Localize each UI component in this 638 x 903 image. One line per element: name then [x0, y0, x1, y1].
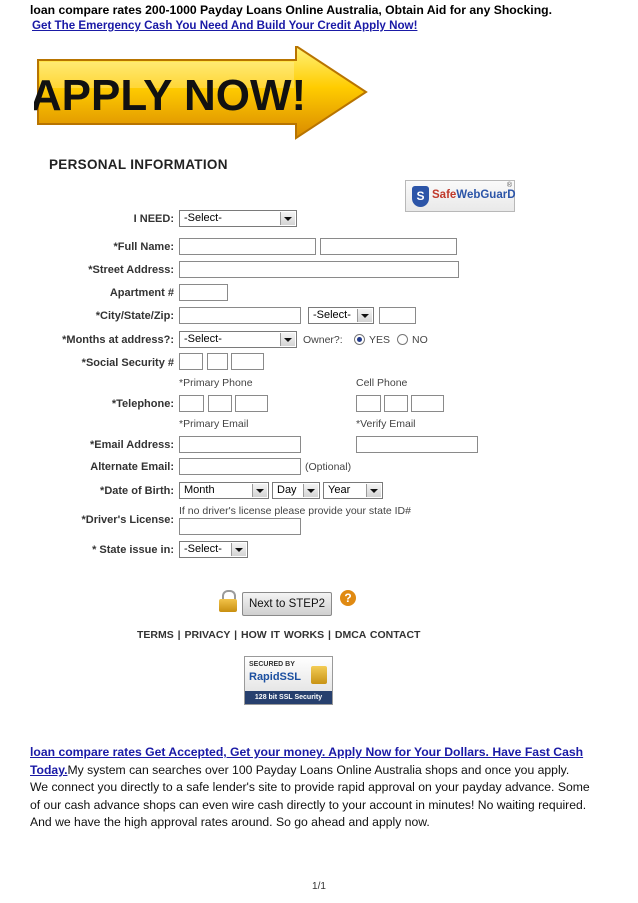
- badge-registered-mark: ®: [506, 182, 512, 189]
- document-title: loan compare rates 200-1000 Payday Loans Online Australia, Obtain Aid for any Shocking.: [30, 3, 552, 17]
- label-street-address: *Street Address:: [88, 264, 174, 276]
- footer-links: TERMS | PRIVACY | HOW IT WORKS | DMCA CONTACT: [137, 629, 421, 641]
- label-state-issue: * State issue in:: [92, 544, 174, 556]
- apply-now-link[interactable]: Get The Emergency Cash You Need And Build Your Credit Apply Now!: [32, 19, 418, 32]
- chevron-down-icon: [280, 212, 295, 225]
- padlock-icon: [311, 666, 327, 684]
- label-months-at-address: *Months at address?:: [62, 334, 174, 346]
- primary-phone-area-input[interactable]: [179, 395, 204, 412]
- chevron-down-icon: [280, 333, 295, 346]
- cell-phone-label: Cell Phone: [356, 377, 408, 389]
- page-number: 1/1: [312, 881, 326, 892]
- drivers-license-input[interactable]: [179, 518, 301, 535]
- verify-email-label: *Verify Email: [356, 418, 416, 430]
- dmca-contact-link[interactable]: DMCA CONTACT: [334, 629, 421, 641]
- safewebguard-badge: [405, 180, 515, 212]
- section-heading: PERSONAL INFORMATION: [49, 157, 228, 172]
- apply-now-text: APPLY NOW!: [34, 71, 307, 120]
- street-address-input[interactable]: [179, 261, 459, 278]
- months-select[interactable]: -Select-: [179, 331, 297, 348]
- dob-day-select[interactable]: Day: [272, 482, 320, 499]
- label-telephone: *Telephone:: [111, 398, 174, 410]
- i-need-select[interactable]: -Select-: [179, 210, 297, 227]
- label-drivers-license: *Driver's License:: [81, 514, 174, 526]
- owner-no-radio[interactable]: [397, 334, 408, 345]
- ssl-secured-by: SECURED BY: [249, 661, 295, 668]
- chevron-down-icon: [231, 543, 246, 556]
- label-email: *Email Address:: [90, 439, 174, 451]
- body-paragraph: [30, 744, 590, 832]
- ssn-part-2-input[interactable]: [207, 353, 228, 370]
- primary-phone-prefix-input[interactable]: [208, 395, 232, 412]
- cell-phone-area-input[interactable]: [356, 395, 381, 412]
- cell-phone-prefix-input[interactable]: [384, 395, 408, 412]
- owner-no-label: NO: [412, 334, 428, 346]
- label-city-state-zip: *City/State/Zip:: [95, 310, 174, 322]
- license-hint: If no driver's license please provide your state ID#: [179, 505, 411, 517]
- state-select[interactable]: -Select-: [308, 307, 374, 324]
- city-input[interactable]: [179, 307, 301, 324]
- apartment-input[interactable]: [179, 284, 228, 301]
- label-i-need: I NEED:: [133, 213, 174, 225]
- badge-brand: SafeWebGuarD: [432, 189, 516, 201]
- privacy-link[interactable]: PRIVACY: [184, 629, 231, 641]
- cell-phone-line-input[interactable]: [411, 395, 444, 412]
- label-apartment: Apartment #: [109, 287, 174, 299]
- primary-phone-line-input[interactable]: [235, 395, 268, 412]
- owner-label: Owner?:: [303, 334, 343, 346]
- ssn-part-1-input[interactable]: [179, 353, 203, 370]
- primary-email-label: *Primary Email: [179, 418, 249, 430]
- apply-now-banner[interactable]: [34, 46, 370, 142]
- highlight-link[interactable]: loan compare rates Get Accepted, Get your money. Apply Now for Your Dollars. Have Fast Cash Today.: [30, 745, 584, 777]
- help-icon[interactable]: ?: [340, 590, 356, 606]
- how-it-works-link[interactable]: HOW IT WORKS: [241, 629, 325, 641]
- label-date-of-birth: *Date of Birth:: [100, 485, 174, 497]
- last-name-input[interactable]: [320, 238, 457, 255]
- next-step-button[interactable]: Next to STEP2: [242, 592, 332, 616]
- apply-now-arrow-icon: [34, 46, 370, 142]
- first-name-input[interactable]: [179, 238, 316, 255]
- rapidssl-badge: [244, 656, 333, 705]
- alternate-email-input[interactable]: [179, 458, 301, 475]
- optional-note: (Optional): [305, 461, 352, 473]
- lock-icon: [219, 590, 237, 612]
- dob-year-select[interactable]: Year: [323, 482, 383, 499]
- owner-yes-label: YES: [369, 334, 391, 346]
- zip-input[interactable]: [379, 307, 416, 324]
- label-ssn: *Social Security #: [81, 357, 174, 369]
- label-alternate-email: Alternate Email:: [90, 461, 174, 473]
- label-full-name: *Full Name:: [113, 241, 174, 253]
- chevron-down-icon: [303, 484, 318, 497]
- email-input[interactable]: [179, 436, 301, 453]
- ssn-part-3-input[interactable]: [231, 353, 264, 370]
- verify-email-input[interactable]: [356, 436, 478, 453]
- body-text: My system can searches over 100 Payday Loans Online Australia shops and once you apply. We connect you directly to a safe lender's site to provide rapid approval on your payday advance. Some of our cash advance shops can even wire cash directly to your account in minutes! No waiting required. And we have the high approval rates around. So go ahead and apply now.: [30, 762, 590, 830]
- chevron-down-icon: [357, 309, 372, 322]
- ssl-brand: RapidSSL: [249, 671, 301, 683]
- terms-link[interactable]: TERMS: [137, 629, 174, 641]
- dob-month-select[interactable]: Month: [179, 482, 269, 499]
- primary-phone-label: *Primary Phone: [179, 377, 253, 389]
- chevron-down-icon: [366, 484, 381, 497]
- shield-icon: S: [412, 186, 429, 207]
- state-issue-select[interactable]: -Select-: [179, 541, 248, 558]
- owner-yes-radio[interactable]: [354, 334, 365, 345]
- ssl-strength: 128 bit SSL Security: [245, 691, 332, 704]
- chevron-down-icon: [252, 484, 267, 497]
